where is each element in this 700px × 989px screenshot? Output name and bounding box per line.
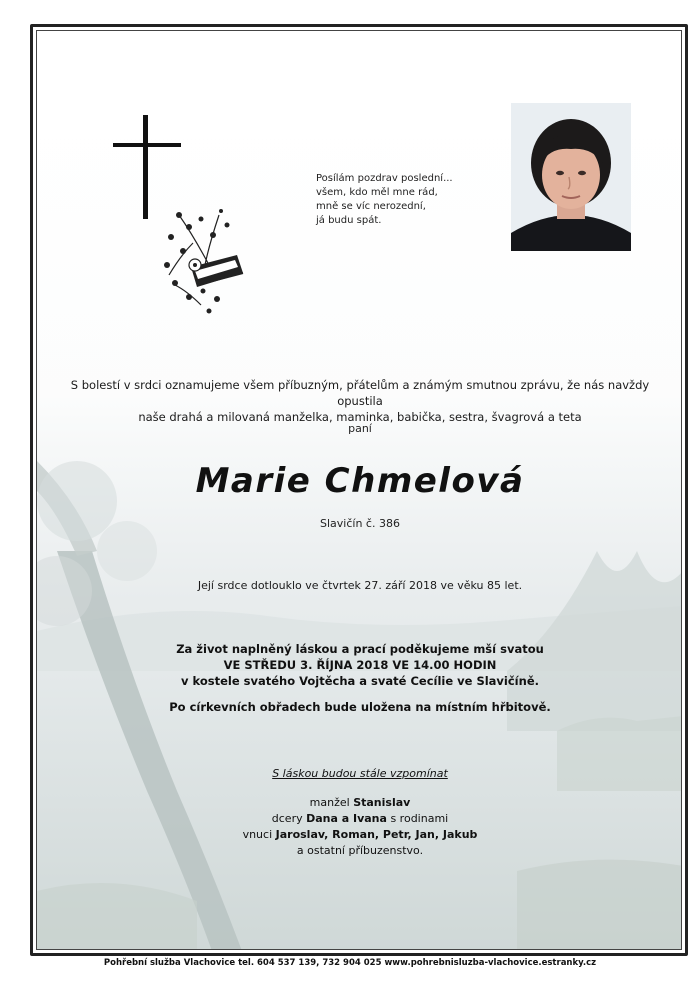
mourner-name: Dana a Ivana [306,812,387,825]
mourners-list [37,795,682,859]
title-prefix: paní [348,422,372,435]
poem-line: Posílám pozdrav poslední... [316,173,453,184]
poem-verse [316,172,506,228]
mourner-relation: dcery [271,812,307,825]
notice-panel [36,30,682,950]
mourner-daughters [37,811,682,827]
mourner-relation: manžel [309,796,354,809]
burial-notice: Po církevních obřadech bude uložena na místním hřbitově. [169,700,551,714]
announcement-line: S bolestí v srdci oznamujeme všem příbuzným, přátelům a známým smutnou zprávu, že nás navždy opustila [70,378,650,408]
funeral-line: Za život naplněný láskou a prací poděkujeme mší svatou [176,642,544,656]
mourner-others: a ostatní příbuzenstvo. [296,844,424,857]
mourner-name: Jaroslav, Roman, Petr, Jan, Jakub [275,828,478,841]
funeral-location: v kostele svatého Vojtěcha a svaté Cecílie ve Slavičíně. [181,674,539,688]
poem-line: mně se víc nerozední, [316,201,426,212]
funeral-date: VE STŘEDU 3. ŘÍJNA 2018 VE 14.00 HODIN [223,658,497,672]
funeral-service-footer: Pohřební služba Vlachovice tel. 604 537 139, 732 904 025 www.pohrebnisluzba-vlachovice.estranky.cz [103,958,597,968]
mourner-relation-suffix: s rodinami [386,812,449,825]
funeral-details [37,641,682,689]
mourners-heading: S láskou budou stále vzpomínat [272,767,448,780]
announcement-text [51,377,669,425]
mourner-grandchildren [37,827,682,843]
flowers-book-icon [164,209,243,314]
poem-line: já budu spát. [316,215,382,226]
mourner-name: Stanislav [353,796,411,809]
poem-line: všem, kdo měl mne rád, [316,187,438,198]
cross-icon [109,115,249,315]
mourner-husband [37,795,682,811]
deceased-address: Slavičín č. 386 [320,517,400,530]
mourner-relation: vnuci [242,828,276,841]
deceased-name: Marie Chmelová [195,461,525,501]
announcement-line: naše drahá a milovaná manželka, maminka, babička, sestra, švagrová a teta [138,410,582,424]
death-notice: Její srdce dotlouklo ve čtvrtek 27. září 2018 ve věku 85 let. [197,579,523,592]
portrait-photo [511,103,631,251]
